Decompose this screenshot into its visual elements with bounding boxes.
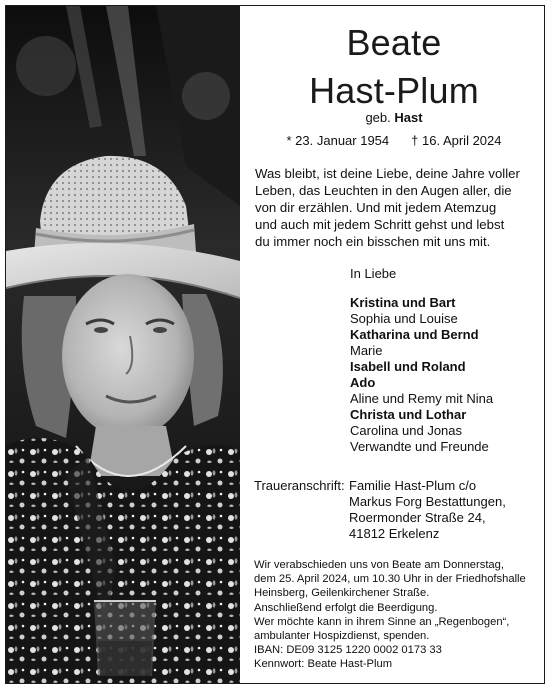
mourner-name: Kristina und Bart	[350, 295, 456, 310]
poem-line: du immer noch ein bisschen mit uns mit.	[255, 234, 491, 249]
mourner-name: Marie	[350, 343, 383, 358]
obituary-text-column	[246, 6, 542, 683]
maiden-prefix: geb.	[365, 110, 391, 125]
mourner-name: Sophia und Louise	[350, 311, 458, 326]
deceased-first-name: Beate	[346, 22, 442, 63]
mourners-list	[350, 266, 540, 455]
poem-line: Was bleibt, ist deine Liebe, deine Jahre voller	[255, 166, 520, 181]
address-line: 41812 Erkelenz	[349, 526, 440, 541]
death-date: † 16. April 2024	[411, 133, 502, 148]
poem-line: Leben, das Leuchten in den Augen aller, die	[255, 183, 512, 198]
address-line: Markus Forg Bestattungen,	[349, 494, 506, 509]
notice-line: Wer möchte kann in ihrem Sinne an „Regenbogen“,	[254, 615, 510, 628]
notice-line: Wir verabschieden uns von Beate am Donnerstag,	[254, 559, 504, 571]
notice-line: Anschließend erfolgt die Beerdigung.	[254, 601, 438, 614]
address-line: Familie Hast-Plum c/o	[349, 478, 477, 493]
mourner-name: Isabell und Roland	[350, 359, 466, 374]
mourner-name: Ado	[350, 375, 376, 390]
mourner-name: Aline und Remy mit Nina	[350, 391, 494, 406]
notice-line: dem 25. April 2024, um 10.30 Uhr in der Friedhofshalle	[254, 573, 526, 586]
poem-line: und auch mit jedem Schritt gehst und lebst	[255, 217, 505, 232]
poem-line: von dir erzählen. Und mit jedem Atemzug	[255, 200, 497, 215]
mourners-intro: In Liebe	[350, 266, 397, 281]
deceased-last-name: Hast-Plum	[309, 70, 479, 111]
notice-line: ambulanter Hospizdienst, spenden.	[254, 630, 430, 643]
notice-line: Heinsberg, Geilenkirchener Straße.	[254, 587, 430, 600]
address-label: Traueranschrift:	[254, 478, 345, 493]
memorial-poem	[255, 165, 545, 250]
notice-line: IBAN: DE09 3125 1220 0002 0173 33	[254, 644, 442, 657]
mourner-name: Verwandte und Freunde	[350, 439, 489, 454]
address-lines	[349, 478, 506, 542]
life-dates	[246, 133, 542, 149]
mourner-name: Carolina und Jonas	[350, 423, 463, 438]
mourner-name: Katharina und Bernd	[350, 327, 479, 342]
maiden-name-line	[246, 110, 542, 126]
address-line: Roermonder Straße 24,	[349, 510, 486, 525]
birth-date: * 23. Januar 1954	[286, 133, 390, 148]
funeral-notice	[254, 558, 546, 672]
mourner-name: Christa und Lothar	[350, 407, 467, 422]
maiden-name: Hast	[394, 110, 423, 125]
portrait-photo	[6, 6, 240, 683]
notice-line: Kennwort: Beate Hast-Plum	[254, 658, 393, 671]
